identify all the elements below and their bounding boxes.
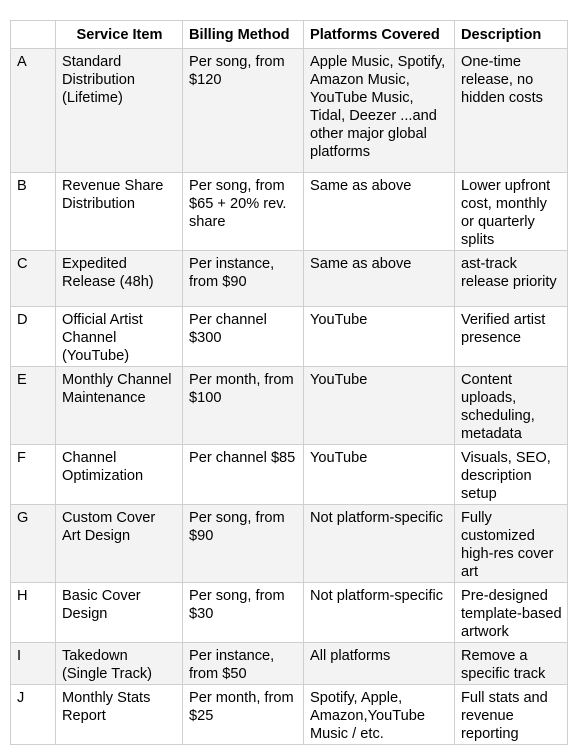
row-billing-method: Per channel $300 bbox=[183, 307, 304, 367]
row-id: J bbox=[11, 685, 56, 745]
table-row bbox=[11, 685, 568, 745]
row-id: F bbox=[11, 445, 56, 505]
row-service-item: Custom Cover Art Design bbox=[56, 505, 183, 583]
header-billing-method: Billing Method bbox=[183, 21, 304, 49]
row-platforms-covered: Not platform-specific bbox=[304, 505, 455, 583]
row-description: One-time release, no hidden costs bbox=[455, 49, 568, 173]
row-id: B bbox=[11, 173, 56, 251]
table-row bbox=[11, 445, 568, 505]
table-row bbox=[11, 643, 568, 685]
row-platforms-covered: Not platform-specific bbox=[304, 583, 455, 643]
row-platforms-covered: Spotify, Apple, Amazon,YouTube Music / etc. bbox=[304, 685, 455, 745]
row-id: I bbox=[11, 643, 56, 685]
row-platforms-covered: YouTube bbox=[304, 307, 455, 367]
row-service-item: Official Artist Channel (YouTube) bbox=[56, 307, 183, 367]
row-description: Content uploads, scheduling, metadata bbox=[455, 367, 568, 445]
table-row bbox=[11, 307, 568, 367]
row-description: Verified artist presence bbox=[455, 307, 568, 367]
row-id: H bbox=[11, 583, 56, 643]
row-description: Full stats and revenue reporting bbox=[455, 685, 568, 745]
row-service-item: Monthly Stats Report bbox=[56, 685, 183, 745]
row-description: Pre-designed template-based artwork bbox=[455, 583, 568, 643]
row-service-item: Monthly Channel Maintenance bbox=[56, 367, 183, 445]
table-row bbox=[11, 49, 568, 173]
header-platforms-covered: Platforms Covered bbox=[304, 21, 455, 49]
pricing-table-container bbox=[10, 20, 568, 745]
pricing-table bbox=[10, 20, 568, 745]
row-billing-method: Per month, from $100 bbox=[183, 367, 304, 445]
row-billing-method: Per song, from $120 bbox=[183, 49, 304, 173]
row-service-item: Standard Distribution (Lifetime) bbox=[56, 49, 183, 173]
row-billing-method: Per song, from $65 + 20% rev. share bbox=[183, 173, 304, 251]
row-id: G bbox=[11, 505, 56, 583]
row-billing-method: Per instance, from $90 bbox=[183, 251, 304, 307]
row-description: Visuals, SEO, description setup bbox=[455, 445, 568, 505]
table-header-row bbox=[11, 21, 568, 49]
row-description: ast-track release priority bbox=[455, 251, 568, 307]
row-platforms-covered: All platforms bbox=[304, 643, 455, 685]
row-billing-method: Per song, from $90 bbox=[183, 505, 304, 583]
row-description: Fully customized high-res cover art bbox=[455, 505, 568, 583]
row-platforms-covered: Apple Music, Spotify, Amazon Music, YouTube Music, Tidal, Deezer ...and other major global platforms bbox=[304, 49, 455, 173]
table-row bbox=[11, 505, 568, 583]
table-row bbox=[11, 173, 568, 251]
row-id: A bbox=[11, 49, 56, 173]
row-service-item: Revenue Share Distribution bbox=[56, 173, 183, 251]
table-row bbox=[11, 251, 568, 307]
row-billing-method: Per channel $85 bbox=[183, 445, 304, 505]
header-description: Description bbox=[455, 21, 568, 49]
row-platforms-covered: Same as above bbox=[304, 251, 455, 307]
header-service-item: Service Item bbox=[56, 21, 183, 49]
row-billing-method: Per month, from $25 bbox=[183, 685, 304, 745]
row-service-item: Takedown (Single Track) bbox=[56, 643, 183, 685]
row-service-item: Expedited Release (48h) bbox=[56, 251, 183, 307]
row-description: Lower upfront cost, monthly or quarterly splits bbox=[455, 173, 568, 251]
row-platforms-covered: Same as above bbox=[304, 173, 455, 251]
row-id: C bbox=[11, 251, 56, 307]
table-row bbox=[11, 583, 568, 643]
header-id bbox=[11, 21, 56, 49]
row-billing-method: Per song, from $30 bbox=[183, 583, 304, 643]
row-description: Remove a specific track bbox=[455, 643, 568, 685]
row-platforms-covered: YouTube bbox=[304, 367, 455, 445]
row-billing-method: Per instance, from $50 bbox=[183, 643, 304, 685]
row-platforms-covered: YouTube bbox=[304, 445, 455, 505]
row-id: D bbox=[11, 307, 56, 367]
row-id: E bbox=[11, 367, 56, 445]
row-service-item: Basic Cover Design bbox=[56, 583, 183, 643]
row-service-item: Channel Optimization bbox=[56, 445, 183, 505]
table-row bbox=[11, 367, 568, 445]
